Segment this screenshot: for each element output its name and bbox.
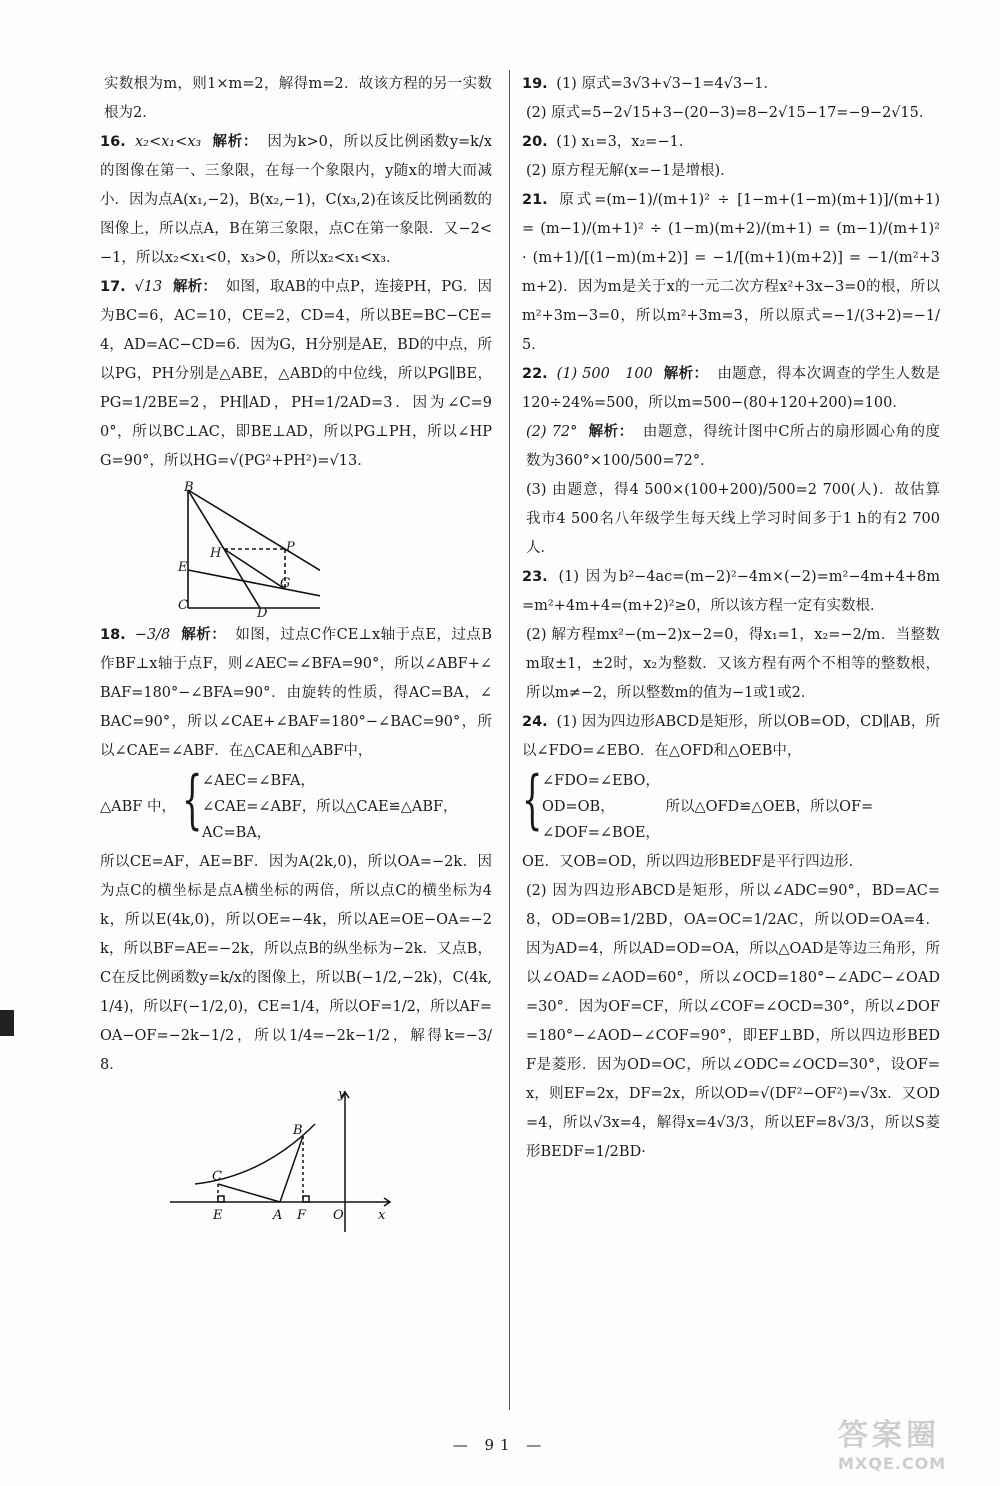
system-line: ∠DOF=∠BOE， bbox=[542, 825, 660, 841]
answer: (1) 500 100 bbox=[556, 366, 653, 382]
analysis-text: 如图，取AB的中点P，连接PH，PG．因为BC=6，AC=10，CE=2，CD=4，所以BE=BC−CE=4，AD=AC−CD=6．因为G，H分别是AE，BD的中点，所以PG，PH分别是△ABE，△ABD的中位线，所以PG∥BE，PG=1/2BE=2，PH∥AD，PH=1/2AD=3．因为∠C=90°，所以BC⊥AC，即BE⊥AD，所以PG⊥PH，所以∠HPG=90°，所以HG=√(PG²+PH²)=√13． bbox=[100, 279, 493, 469]
equation-system-q24 bbox=[522, 763, 940, 846]
watermark-top: 答案圈 bbox=[838, 1418, 940, 1453]
triangle-abf-label: △ABF 中， bbox=[100, 798, 176, 815]
left-brace: { bbox=[181, 763, 203, 837]
page-number: — 91 — bbox=[452, 1436, 548, 1454]
question-number: 22. bbox=[522, 366, 548, 382]
answer: (2) 72° bbox=[526, 424, 578, 440]
question-number: 20. bbox=[522, 134, 548, 150]
system-line: OD=OB， 所以△OFD≌△OEB，所以OF= bbox=[542, 799, 874, 815]
question-21 bbox=[522, 186, 940, 360]
label-y: y bbox=[338, 1087, 346, 1102]
analysis-label: 解析： bbox=[663, 366, 709, 382]
label-f: F bbox=[297, 1208, 307, 1223]
analysis-text: 由题意，得统计图中C所占的扇形圆心角的度数为360°×100/500=72°． bbox=[526, 424, 941, 469]
question-22-part2 bbox=[522, 418, 940, 476]
question-number: 19. bbox=[522, 76, 548, 92]
label-e: E bbox=[213, 1208, 223, 1223]
analysis-label: 解析： bbox=[212, 134, 259, 150]
label-g: G bbox=[280, 576, 291, 591]
analysis-label: 解析： bbox=[181, 627, 227, 643]
part-text: (1) x₁=3，x₂=−1． bbox=[556, 134, 694, 150]
segment-ab bbox=[280, 1136, 303, 1202]
system-lines bbox=[542, 768, 873, 846]
part-text: (1) 原式=3√3+√3−1=4√3−1． bbox=[556, 76, 778, 92]
question-24-part1 bbox=[522, 708, 940, 766]
question-number: 21. bbox=[522, 192, 548, 208]
system-line: ∠AEC=∠BFA， bbox=[201, 773, 315, 789]
right-column bbox=[522, 70, 940, 1167]
solution-text: 原式=(m−1)/(m+1)² ÷ [1−m+(1−m)(m+1)]/(m+1) = (m−1)/(m+1)² ÷ (1−m)(m+2)/(m+1) = (m−1)/(m+1)² · (m+1)/[(1−m)(m+2)] = −1/[(m+1)(m+2)] = −1/(m²+3m+2)．因为m是关于x的一元二次方程x²+3x−3=0的根，所以m²+3m−3=0，所以m²+3m=3，所以原式=−1/(3+2)=−1/5． bbox=[522, 192, 940, 353]
label-c: C bbox=[212, 1169, 222, 1184]
question-18 bbox=[100, 621, 492, 766]
label-h: H bbox=[210, 546, 222, 561]
column-divider bbox=[509, 70, 510, 1410]
question-number: 23. bbox=[522, 569, 548, 585]
question-24-part2: (2) 因为四边形ABCD是矩形，所以∠ADC=90°，BD=AC=8，OD=OB=1/2BD，OA=OC=1/2AC，所以OD=OA=4．因为AD=4，所以AD=OD=OA，所以△OAD是等边三角形，所以∠OAD=∠AOD=60°，所以∠OCD=180°−∠ADC−∠OAD=30°．因为OF=CF，所以∠COF=∠OCD=30°，所以∠DOF=180°−∠AOD−∠COF=90°，即EF⊥BD，所以四边形BEDF是菱形．因为OD=OC，所以∠ODC=∠OCD=30°，设OF=x，则EF=2x，DF=2x，所以OD=√(DF²−OF²)=√3x．又OD=4，所以√3x=4，解得x=4√3/3，所以EF=8√3/3，所以S菱形BEDF=1/2BD· bbox=[526, 883, 940, 1160]
question-number: 18. bbox=[100, 627, 126, 643]
question-number: 17. bbox=[100, 279, 126, 295]
label-b: B bbox=[184, 480, 194, 495]
label-b: B bbox=[293, 1123, 303, 1138]
analysis-label: 解析： bbox=[588, 424, 634, 440]
answer: √13 bbox=[134, 279, 163, 295]
question-number: 16. bbox=[100, 134, 126, 150]
part-text: (1) 因为b²−4ac=(m−2)²−4m×(−2)=m²−4m+4+8m=m²+4m+4=(m+2)²≥0，所以该方程一定有实数根． bbox=[522, 569, 940, 614]
scan-edge-mark bbox=[0, 1010, 14, 1036]
label-d: D bbox=[257, 606, 268, 621]
label-p: P bbox=[286, 540, 295, 555]
answer: −3/8 bbox=[134, 627, 171, 643]
question-19-part2: (2) 原式=5−2√15+3−(20−3)=8−2√15−17=−9−2√15． bbox=[526, 105, 934, 121]
question-22-part1 bbox=[522, 360, 940, 418]
right-angle-f bbox=[303, 1196, 309, 1202]
question-18-continued: 所以CE=AF，AE=BF．因为A(2k,0)，所以OA=−2k．因为点C的横坐标是点A横坐标的两倍，所以点C的横坐标为4k，所以E(4k,0)，所以OE=−4k，所以AE=OE−OA=−2k，所以BF=AE=−2k，所以点B的纵坐标为−2k．又点B，C在反比例函数y=k/x的图像上，所以B(−1/2,−2k)，C(4k,1/4)，所以F(−1/2,0)，CE=1/4，所以OF=1/2，所以AF=OA−OF=−2k−1/2，所以1/4=−2k−1/2，解得k=−3/8． bbox=[100, 854, 492, 1073]
part-text: (1) 因为四边形ABCD是矩形，所以OB=OD，CD∥AB，所以∠FDO=∠EBO．在△OFD和△OEB中， bbox=[522, 714, 941, 759]
segment-ca bbox=[218, 1184, 280, 1202]
label-e: E bbox=[178, 560, 188, 575]
system-lines bbox=[202, 768, 458, 846]
left-brace: { bbox=[522, 763, 543, 837]
analysis-label: 解析： bbox=[173, 279, 218, 295]
label-o: O bbox=[333, 1208, 344, 1223]
question-17 bbox=[100, 273, 492, 476]
label-c: C bbox=[178, 598, 188, 613]
question-20-part1 bbox=[522, 128, 940, 157]
analysis-text: 因为k>0，所以反比例函数y=k/x的图像在第一、三象限，在每一个象限内，y随x的增大而减小．因为点A(x₁,−2)，B(x₂,−1)，C(x₃,2)在该反比例函数的图像上，所以点A，B在第三象限，点C在第一象限．又−2<−1，所以x₂<x₁<0，x₃>0，所以x₂<x₁<x₃． bbox=[100, 134, 493, 266]
question-16 bbox=[100, 128, 492, 273]
system-line: ∠FDO=∠EBO， bbox=[542, 773, 660, 789]
question-number: 24. bbox=[522, 714, 548, 730]
equation-system-q18 bbox=[100, 763, 492, 846]
system-line: ∠CAE=∠ABF，所以△CAE≌△ABF， bbox=[201, 799, 458, 815]
label-a: A bbox=[273, 1208, 283, 1223]
watermark-logo bbox=[838, 1410, 988, 1476]
analysis-text: 由题意，得本次调查的学生人数是120÷24%=500，所以m=500−(80+120+200)=100． bbox=[522, 366, 941, 411]
system-line: AC=BA， bbox=[201, 825, 272, 841]
left-column bbox=[100, 70, 492, 1240]
q15-continuation: 实数根为m，则1×m=2，解得m=2．故该方程的另一实数根为2． bbox=[104, 76, 492, 121]
answer: x₂<x₁<x₃ bbox=[134, 134, 202, 150]
question-23-part2: (2) 解方程mx²−(m−2)x−2=0，得x₁=1，x₂=−2/m．当整数m取±1，±2时，x₂为整数．又该方程有两个不相等的整数根，所以m≠−2，所以整数m的值为−1或1或2． bbox=[526, 627, 940, 701]
question-23-part1 bbox=[522, 563, 940, 621]
analysis-text: 如图，过点C作CE⊥x轴于点E，过点B作BF⊥x轴于点F，则∠AEC=∠BFA=90°，所以∠ABF+∠BAF=180°−∠BFA=90°．由旋转的性质，得AC=BA，∠BAC=90°，所以∠CAE+∠BAF=180°−∠BAC=90°，所以∠CAE=∠ABF．在△CAE和△ABF中， bbox=[100, 627, 493, 759]
label-x: x bbox=[378, 1208, 386, 1223]
question-20-part2: (2) 原方程无解(x=−1是增根)． bbox=[526, 163, 735, 179]
question-22-part3: (3) 由题意，得4 500×(100+200)/500=2 700(人)．故估算我市4 500名八年级学生每天线上学习时间多于1 h的有2 700人． bbox=[526, 482, 940, 556]
question-19-part1 bbox=[522, 70, 940, 99]
question-24-part1-continued: OE．又OB=OD，所以四边形BEDF是平行四边形． bbox=[522, 854, 864, 870]
watermark-bottom: MXQE.COM bbox=[838, 1454, 947, 1473]
coordinate-figure-q18 bbox=[100, 1084, 400, 1234]
segment-ea bbox=[188, 570, 320, 608]
right-angle-e bbox=[218, 1196, 224, 1202]
